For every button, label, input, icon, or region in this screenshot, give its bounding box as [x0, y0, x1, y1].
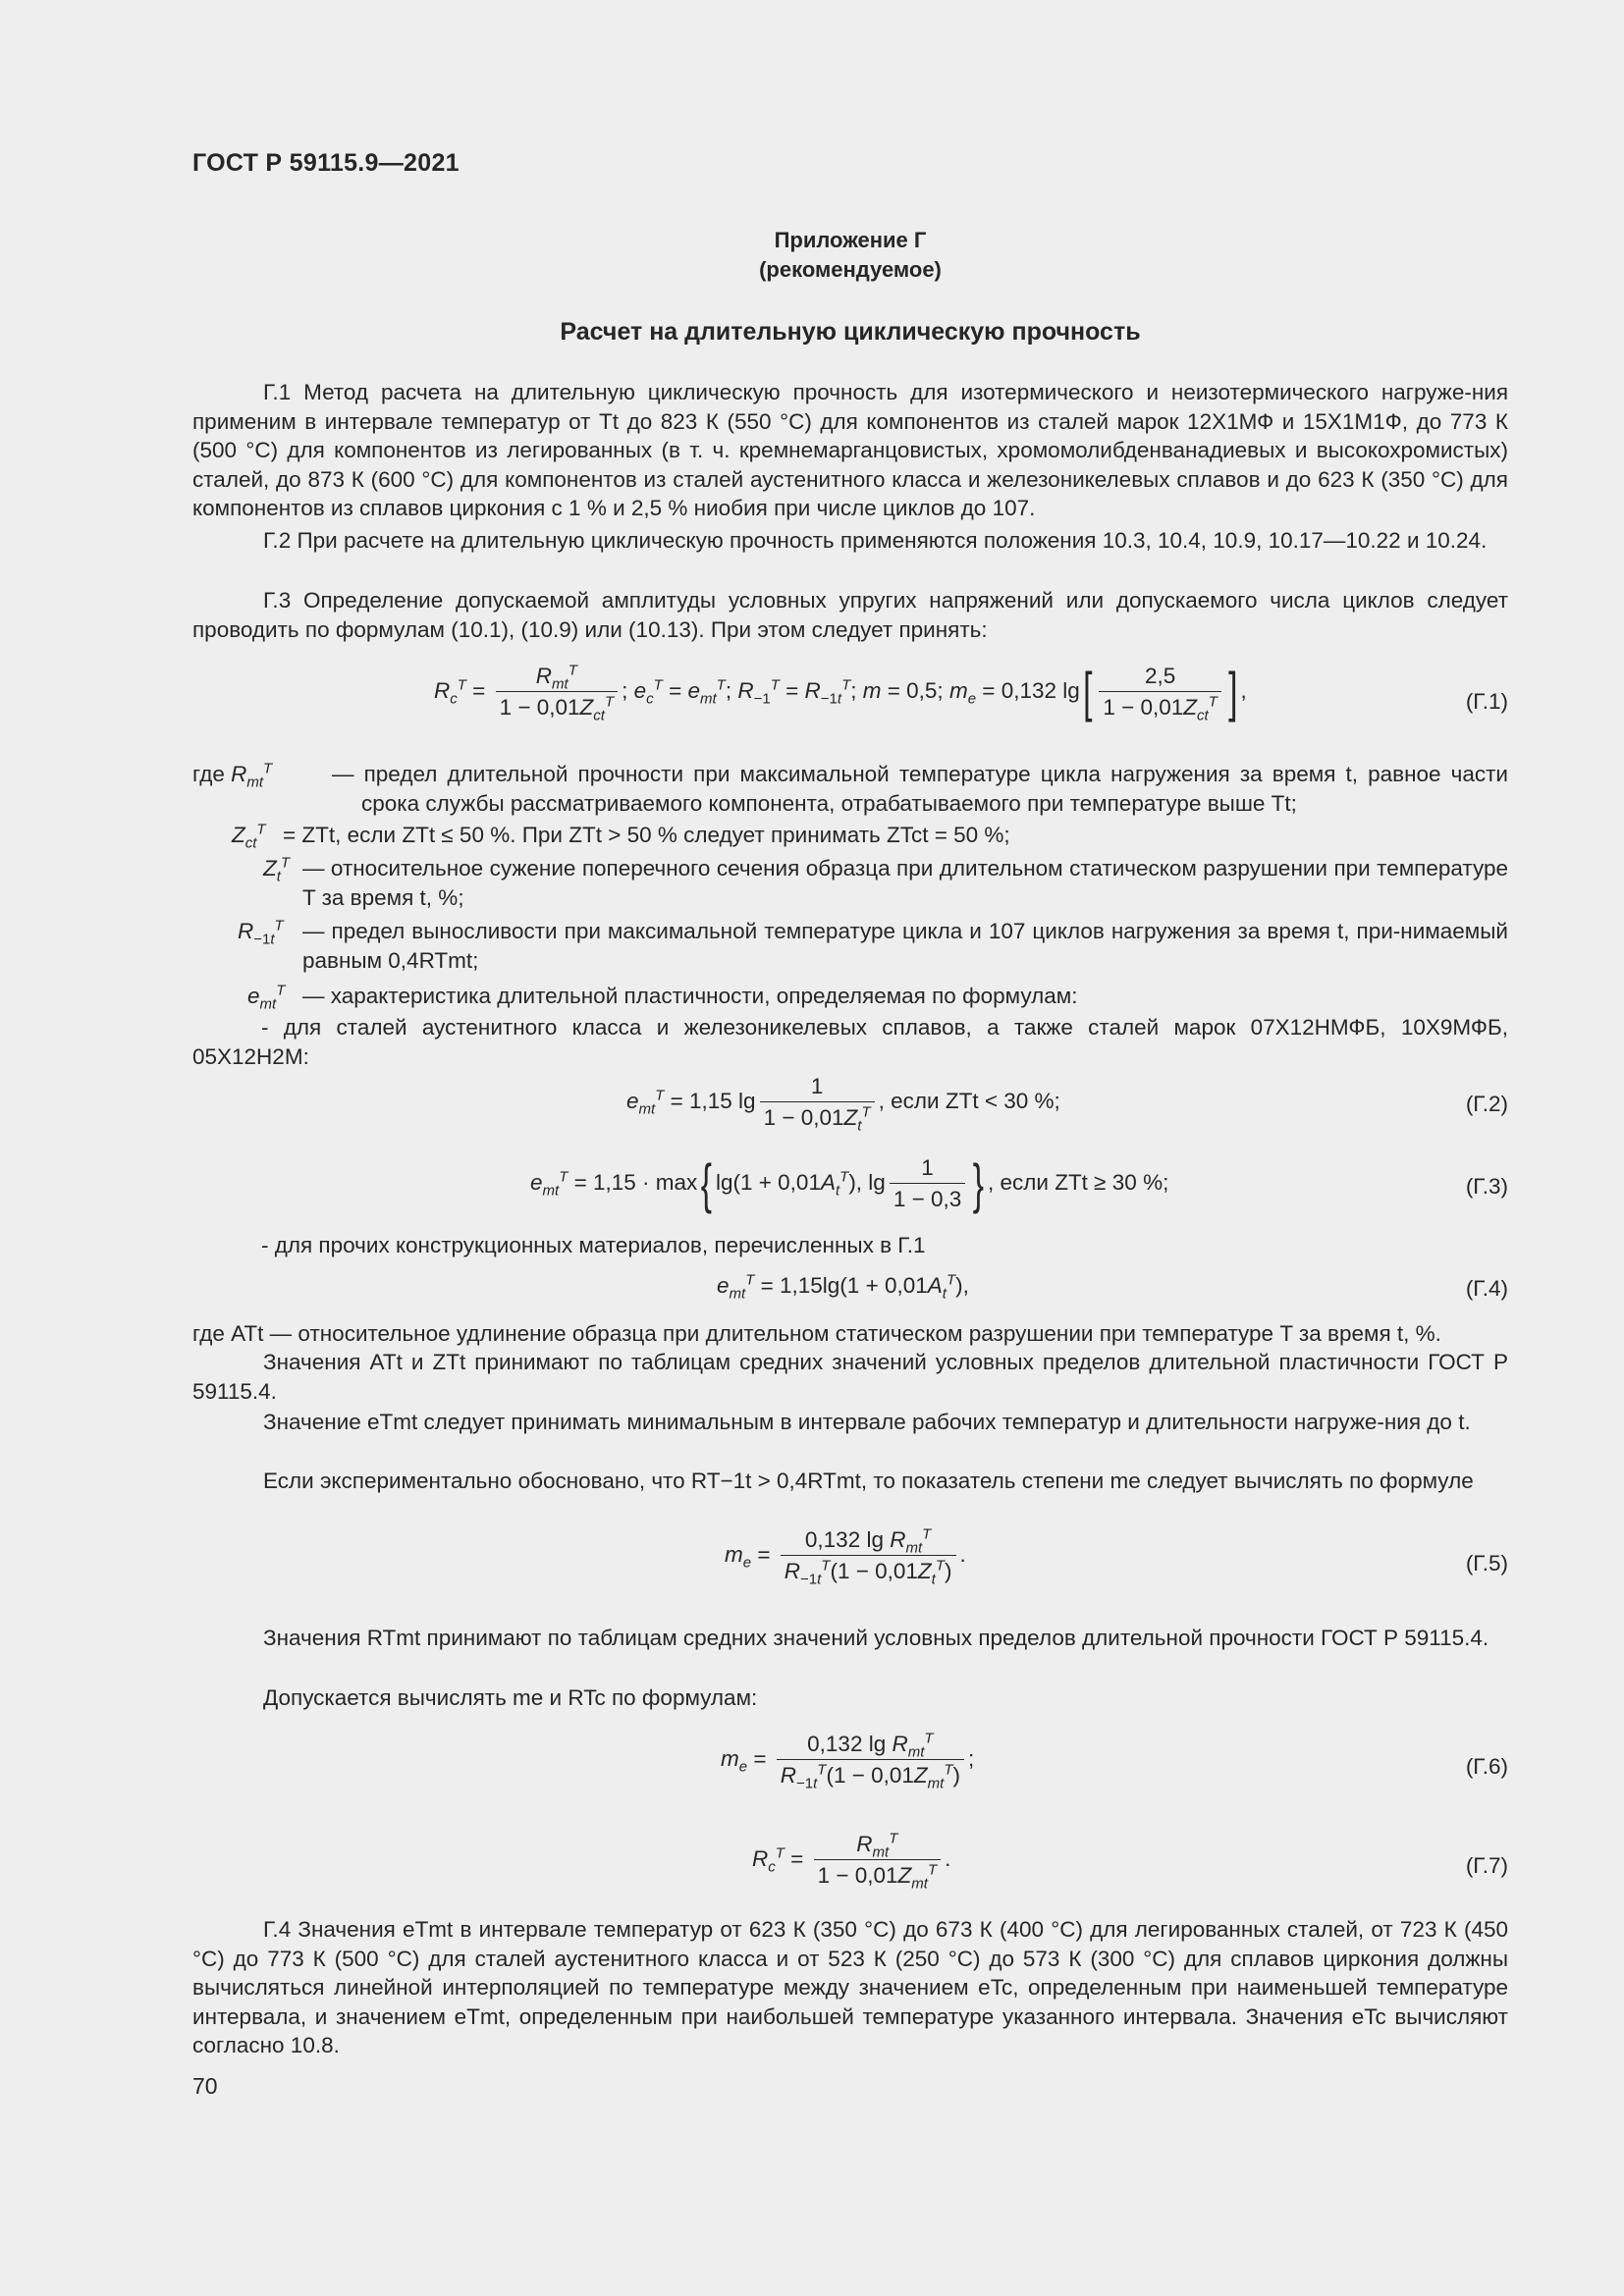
definition-text: — предел длительной прочности при максимальной температуре цикла нагружения за время t, равное части срока службы рассматриваемого компонента, отрабатываемого при температуре выше Tt; [332, 762, 1508, 816]
equation-number: (Г.7) [1465, 1853, 1508, 1878]
definition-text: — характеристика длительной пластичности, определяемая по формулам: [302, 984, 1078, 1008]
formula-g2: $e_{mt}^T = 1,15$ lg $\frac{1}{1 - 0,01Z_t^T}$ , если ZTt < 30 %; [626, 1074, 1060, 1135]
definition-r-1t: $R_{-1t}^T$ — предел выносливости при максимальной температуре цикла и 107 циклов нагружения за время t, при-нимаемый равным 0,4RTmt; [192, 917, 1508, 976]
appendix-subtitle: (рекомендуемое) [759, 257, 942, 282]
formula-g4: $e_{mt}^T = 1,15\lg(1 + 0,01A_t^T)$, [717, 1271, 969, 1303]
page-number: 70 [192, 2073, 218, 2099]
paragraph-values-a-z: Значения ATt и ZTt принимают по таблицам средних значений условных пределов длительной пластичности ГОСТ Р 59115.4. [192, 1350, 1508, 1404]
list-item-other: - для прочих конструкционных материалов, перечисленных в Г.1 [261, 1233, 926, 1257]
equation-number: (Г.1) [1465, 689, 1508, 714]
definition-text: — относительное сужение поперечного сечения образца при длительном статическом разрушении при температуре T за время t, %; [302, 856, 1508, 910]
paragraph-minimum: Значение eTmt следует принимать минимальным в интервале рабочих температур и длительности нагруже-ния до t. [263, 1410, 1471, 1434]
paragraph-g1: Г.1 Метод расчета на длительную циклическую прочность для изотермического и неизотермического нагруже-ния применим в интервале температур от Tt до 823 К (550 °С) для компонентов из сталей марок 12Х1МФ и 15Х1М1Ф, до 773 К (500 °С) для компонентов из легированных (в т. ч. кремнемарганцовистых, хромомолибденванадиевых и высокохромистых) сталей, до 873 К (600 °С) для компонентов из сталей аустенитного класса и железоникелевых сплавов и до 623 К (350 °С) для компонентов из сплавов циркония с 1 % и 2,5 % ниобия при числе циклов до 107. [192, 380, 1508, 520]
paragraph-allowed: Допускается вычислять me и RTc по формулам: [263, 1685, 758, 1710]
paragraph-values-r: Значения RTmt принимают по таблицам средних значений условных пределов длительной прочности ГОСТ Р 59115.4. [263, 1626, 1489, 1650]
formula-g6: $m_e$ = $\frac{0,132 \lg R_{mt}^T}{R_{-1t}^T(1 - 0,01Z_{mt}^T)}$ ; [721, 1730, 975, 1792]
paragraph-g3: Г.3 Определение допускаемой амплитуды условных упругих напряжений или допускаемого числа циклов следует проводить по формулам (10.1), (10.9) или (10.13). При этом следует принять: [192, 588, 1508, 642]
definition-z-t: $Z_t^T$ — относительное сужение поперечного сечения образца при длительном статическом разрушении при температуре T за время t, %; [192, 854, 1508, 913]
document-header: ГОСТ Р 59115.9—2021 [192, 149, 460, 177]
equation-number: (Г.5) [1465, 1551, 1508, 1575]
paragraph-g4: Г.4 Значения eTmt в интервале температур от 623 К (350 °С) до 673 К (400 °С) для легированных сталей, от 723 К (450 °С) до 773 К (500 °С) для сталей аустенитного класса и от 523 К (250 °С) до 573 К (300 °С) для сплавов циркония должны вычисляться линейной интерполяцией по температуре между значением eTc, определенным при наименьшей температуре интервала, и значением eTmt, определенным при наибольшей температуре указанного интервала. Значения eTc вычисляют согласно 10.8. [192, 1917, 1508, 2057]
formula-g7: $R_c^T$ = $\frac{R_{mt}^T}{1 - 0,01Z_{mt}^T}$ . [752, 1830, 951, 1893]
paragraph-where-a: где ATt — относительное удлинение образца при длительном статическом разрушении при температуре T за время t, %. [192, 1321, 1441, 1346]
list-item-austenitic: - для сталей аустенитного класса и железоникелевых сплавов, а также сталей марок 07Х12НМФБ, 10Х9МФБ, 05Х12Н2М: [192, 1015, 1508, 1069]
formula-g3: $e_{mt}^T = 1,15 \cdot \max${ $\lg(1 + 0,01A_t^T)$, lg $\frac{1}{1 - 0,3}$ } , если ZTt ≥ 30 %; [530, 1152, 1169, 1214]
condition-text: если ZTt < 30 %; [891, 1088, 1060, 1113]
condition-text: если ZTt ≥ 30 %; [1000, 1169, 1169, 1195]
paragraph-experimental: Если экспериментально обосновано, что RT−1t > 0,4RTmt, то показатель степени me следует вычислять по формуле [263, 1468, 1474, 1493]
definition-text: — предел выносливости при максимальной температуре цикла и 107 циклов нагружения за время t, при-нимаемый равным 0,4RTmt; [302, 919, 1508, 973]
definition-r-mt: где $R_{mt}^T$ — предел длительной прочности при максимальной температуре цикла нагружения за время t, равное части срока службы рассматриваемого компонента, отрабатываемого при температуре выше Tt; [192, 760, 1508, 819]
formula-g1: $R_c^T$ = $\frac{R_{mt}^T}{1 - 0,01Z_{ct}^T}$ ; $e_c^T = e_{mt}^T$; $R_{-1}^T = R_{-1t}^T$; m = 0,5; $m_e = 0,132$ lg[ $\frac{2,5}{1 - 0,01Z_{ct}^T}$ ] , [434, 661, 1247, 724]
paragraph-g2: Г.2 При расчете на длительную циклическую прочность применяются положения 10.3, 10.4, 10.9, 10.17—10.22 и 10.24. [263, 528, 1488, 553]
definition-text: = ZTt, если ZTt ≤ 50 %. При ZTt > 50 % следует принимать ZTct = 50 %; [283, 823, 1010, 847]
equation-number: (Г.2) [1465, 1092, 1508, 1116]
equation-number: (Г.3) [1465, 1174, 1508, 1199]
formula-g5: $m_e$ = $\frac{0,132 \lg R_{mt}^T}{R_{-1t}^T(1 - 0,01Z_t^T)}$ . [725, 1525, 966, 1588]
appendix-title: Приложение Г [774, 228, 927, 252]
equation-number: (Г.4) [1465, 1276, 1508, 1301]
equation-number: (Г.6) [1465, 1754, 1508, 1779]
section-title: Расчет на длительную циклическую прочность [560, 318, 1141, 346]
